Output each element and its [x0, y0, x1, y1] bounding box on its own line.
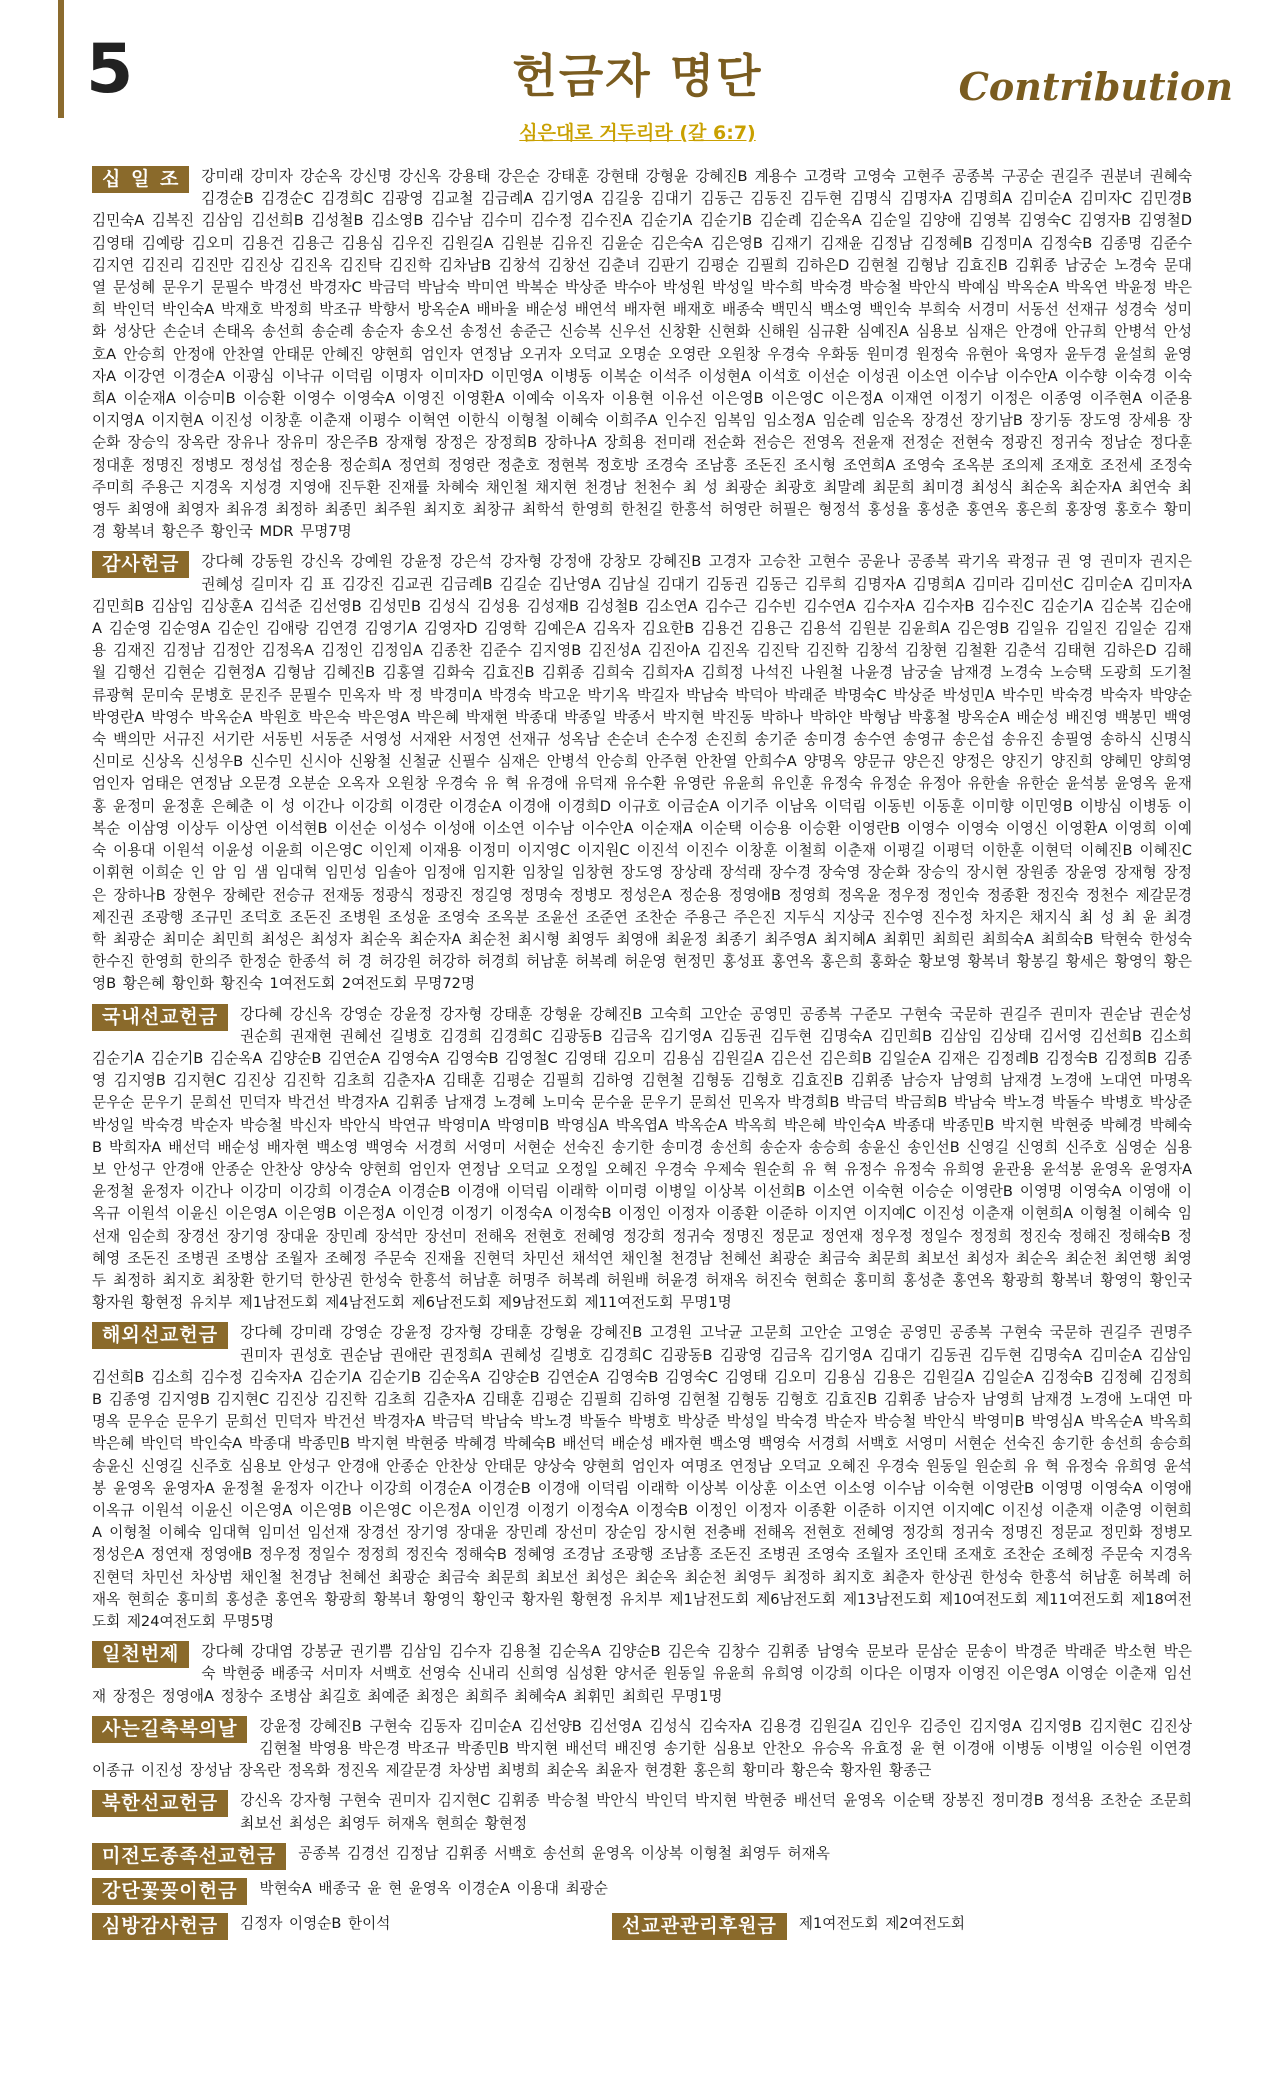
section-title: 강단꽃꽂이헌금 — [92, 1878, 247, 1905]
section-title: 해외선교헌금 — [92, 1322, 228, 1349]
name-list: 강다혜 강동원 강신옥 강예원 강윤정 강은석 강자형 강정애 강창모 강혜진B 고경자 고승찬 고현수 공윤나 공종복 곽기옥 곽정규 권 영 권미자 권지은 권혜성 길미자 김 표 김강진 김교권 김금례B 김길순 김난영A 김남실 김대기 김동권 김동근 김루희 김명자A 김명희A 김미라 김미선C 김미순A 김미자A 김민희B 김삼임 김상훈A 김석준 김선영B 김성민B 김성식 김성용 김성재B 김성철B 김소연A 김수근 김수빈 김수연A 김수자A 김수자B 김수진C 김순기A 김순복 김순애A 김순영 김순영A 김순인 김애랑 김연경 김영기A 김영자D 김영학 김예은A 김옥자 김요한B 김용건 김용근 김용석 김원분 김윤희A 김은영B 김일유 김일진 김일순 김재용 김재진 김정남 김정안 김정옥A 김정인 김정임A 김종찬 김준수 김지영B 김진성A 김진아A 김진옥 김진탁 김진학 김창석 김창현 김철환 김춘석 김태현 김하은D 김해월 김행선 김현순 김현정A 김형남 김혜진B 김홍열 김화숙 김효진B 김휘종 김희숙 김희자A 김희정 나석진 나원철 나윤경 남궁술 남재경 노경숙 노승택 도광희 도기철 류광혁 문미숙 문병호 문진주 문필수 민옥자 박 정 박경미A 박경숙 박고운 박기옥 박길자 박남숙 박덕아 박래준 박명숙C 박상준 박성민A 박수민 박숙경 박숙자 박양순 박영란A 박영수 박옥순A 박원호 박은숙 박은영A 박은혜 박재현 박종대 박종일 박종서 박지현 박진동 박하나 박하얀 박형남 박홍철 방옥순A 배순성 배진영 백봉민 백영숙 백의만 서규진 서기란 서동빈 서동준 서영성 서재완 서정연 선재규 성옥남 손순녀 손수정 손진희 송기준 송미경 송수연 송영규 송은섭 송유진 송필영 송하식 신명식 신미로 신상옥 신성우B 신수민 신시아 신왕철 신철균 신필수 심재은 안병석 안승희 안주현 안찬열 안희수A 양명옥 양문규 양은진 양정은 양진기 양진희 양혜민 양희영 엄인자 엄태은 연정남 오문경 오분순 오옥자 오원창 우경숙 유 혁 유경애 유덕재 유수환 유영란 유윤희 유인훈 유정숙 유정순 유정아 유한솔 유한순 윤석봉 윤영옥 윤재홍 윤정미 윤정훈 은혜춘 이 성 이간나 이강희 이경란 이경순A 이경애 이경희D 이규호 이금순A 이기주 이남옥 이덕림 이동빈 이동훈 이미향 이민영B 이방심 이병동 이복순 이삼영 이상두 이상연 이석현B 이선순 이성수 이성애 이소연 이수남 이수안A 이순재A 이순택 이승용 이승환 이영란B 이영수 이영숙 이영신 이영환A 이영희 이예숙 이용대 이원석 이윤성 이윤희 이은영C 이인제 이재용 이정미 이지영C 이지원C 이진석 이진수 이창훈 이철희 이춘재 이평길 이평덕 이한훈 이현덕 이혜진B 이혜진C 이휘현 이희순 인 암 임 샘 임대혁 임민성 임솔아 임정애 임지환 임창일 임창현 장도영 장상래 장석래 장수경 장숙영 장순화 장승익 장시현 장원종 장윤영 장재형 장정은 장하나B 장현우 장혜란 전승규 전재동 정광식 정광진 정길영 정명숙 정병모 정성은A 정순용 정영애B 정영희 정옥윤 정우정 정인숙 정종환 정진숙 정천수 제갈문경 제진권 조광행 조규민 조덕호 조돈진 조병원 조성윤 조영숙 조옥분 조윤선 조준연 조찬순 주용근 주은진 지두식 지상국 진수영 진수정 차지은 채지식 최 성 최 윤 최경학 최광순 최미순 최민희 최성은 최성자 최순옥 최순자A 최순천 최시형 최영두 최영애 최윤정 최종기 최주영A 최지혜A 최휘민 최희린 최희숙A 최희숙B 탁현숙 한성숙 한수진 한영희 한의주 한정순 한종석 허 경 허강원 허강하 허경희 허남훈 허복례 허운영 현정민 홍성표 홍연옥 홍은희 홍화순 황보영 황복녀 황봉길 황세은 황영익 황은영B 황은혜 황인화 황진숙 1여전도회 2여전도회 무명72명 — [92, 553, 1192, 993]
section-names — [92, 551, 1192, 995]
name-list: 강다혜 강대염 강봉균 권기쁨 김삼임 김수자 김용철 김순옥A 김양순B 김은숙 김창수 김휘종 남영숙 문보라 문삼순 문송이 박경준 박래준 박소현 박은숙 박현중 배종국 서미자 서백호 선영숙 신내리 신희영 심성환 양서준 원동일 유윤희 유희영 이강희 이다은 이명자 이영진 이은영A 이영순 이춘재 임선재 장정은 정영애A 정창수 조병삼 최길호 최예준 최정은 최희주 최혜숙A 최휘민 최희린 무명1명 — [92, 1643, 1192, 1705]
name-list: 강신옥 강자형 구현숙 권미자 김지현C 김휘종 박승철 박안식 박인덕 박지현 박현중 배선덕 윤영옥 이순택 장봉진 정미경B 정석용 조찬순 조문희 최보선 최성은 최영두 허재옥 현희순 황현정 — [240, 1792, 1192, 1832]
section-altar-flowers — [92, 1878, 1192, 1905]
name-list: 강윤정 강혜진B 구현숙 김동자 김미순A 김선양B 김선영A 김성식 김숙자A 김용경 김원길A 김인우 김증인 김지영A 김지영B 김지현C 김진상 김현철 박영용 박은경 박조규 박종민B 박지현 배선덕 배진영 송기한 심용보 안찬오 유승옥 유효정 윤 현 이경애 이병동 이병일 이승원 이연경 이종규 이진성 장성남 장옥란 정옥화 정진옥 제갈문경 차상범 최병희 최순옥 최윤자 현경환 홍은희 황미라 황은숙 황자원 황종근 — [92, 1717, 1192, 1780]
scripture-subtitle: 심은대로 거두리라 (갈 6:7) — [519, 122, 756, 144]
section-title: 사는길축복의날 — [92, 1716, 247, 1743]
section-names — [92, 1790, 1192, 1834]
section-title: 일천번제 — [92, 1641, 189, 1668]
section-blessing-day — [92, 1716, 1192, 1783]
section-visitation-thanks — [92, 1913, 612, 1940]
name-list: 박현숙A 배종국 윤 현 윤영옥 이경순A 이용대 최광순 — [259, 1879, 608, 1897]
donor-list — [92, 166, 1192, 1943]
section-names — [92, 1878, 1192, 1905]
section-title: 북한선교헌금 — [92, 1790, 228, 1817]
name-list: 제1여전도회 제2여전도회 — [798, 1914, 966, 1932]
section-tithe — [92, 166, 1192, 543]
section-title: 국내선교헌금 — [92, 1004, 228, 1031]
section-unreached-people — [92, 1843, 1192, 1870]
section-thanksgiving — [92, 551, 1192, 995]
section-names — [92, 1843, 1192, 1870]
section-names — [92, 1641, 1192, 1708]
section-overseas-mission — [92, 1322, 1192, 1633]
name-list: 김정자 이영순B 한이석 — [240, 1914, 391, 1932]
section-title: 십 일 조 — [92, 166, 189, 193]
section-title: 미전도종족선교헌금 — [92, 1843, 286, 1870]
section-thousand-offering — [92, 1641, 1192, 1708]
page-title-english: Contribution — [958, 64, 1233, 109]
page-title: 헌금자 명단 — [512, 49, 763, 103]
name-list: 강다혜 강신옥 강영순 강윤정 강자형 강태훈 강형윤 강혜진B 고숙희 고안순 공영민 공종복 구준모 구현숙 국문하 권길주 권미자 권순남 권순성 권순희 권재현 권혜선 길병호 김경희 김경희C 김광동B 김금옥 김기영A 김동권 김두현 김명숙A 김민희B 김삼임 김상태 김서영 김선희B 김소희 김순기A 김순기B 김순옥A 김양순B 김연순A 김영숙A 김영숙B 김영철C 김영태 김오미 김용심 김원길A 김은선 김은희B 김일순A 김재은 김정례B 김정숙B 김정희B 김종영 김지영B 김지현C 김진상 김진학 김초희 김춘자A 김태훈 김평순 김필희 김하영 김현철 김형동 김형호 김효진B 김휘종 남승자 남영희 남재경 노경애 노대연 마명옥 문우순 문우기 문희선 민덕자 박건선 박경자A 김휘종 남재경 노경혜 노미숙 문수윤 문우기 문희선 민옥자 박경희B 박금덕 박금희B 박남숙 박노경 박돌수 박병호 박상준 박성일 박숙경 박순자 박승철 박신자 박안식 박연규 박영미A 박영미B 박영심A 박옥엽A 박옥순A 박옥희 박은혜 박인숙A 박종대 박종민B 박지현 박현중 박혜경 박혜숙B 박희자A 배선덕 배순성 배자현 백소영 백영숙 서경희 서영미 서현순 선숙진 송기한 송미경 송선희 송순자 송승희 송윤신 송인선B 신영길 신영희 신주호 심영순 심용보 안성구 안경애 안종순 안찬상 양상숙 양현희 엄인자 연정남 오덕교 오정일 오혜진 우경숙 우제숙 원순희 유 혁 유정수 유정숙 유희영 윤관용 윤석봉 윤영옥 윤영자A 윤정철 윤정자 이간나 이강미 이강희 이경순A 이경순B 이경애 이덕림 이래학 이미령 이병일 이상복 이선희B 이소연 이숙현 이승순 이영란B 이영명 이영숙A 이영애 이옥규 이원석 이윤신 이은영A 이은영B 이은정A 이인경 이정기 이정숙A 이정숙B 이정인 이정자 이종환 이준하 이지연 이지예C 이진성 이춘재 이현희A 이형철 이혜숙 임선재 임순희 장경선 장기영 장대윤 장민례 장석만 장선미 전해옥 전현호 전혜영 정강희 정귀숙 정명진 정문교 정연재 정우정 정일수 정정희 정진숙 정해진 정해숙B 정혜영 조돈진 조병권 조병삼 조월자 조혜정 주문숙 진재율 진현덕 차민선 채석연 채인철 천경남 천혜선 최광순 최금숙 최문희 최보선 최성자 최순옥 최순천 최연행 최영두 최정하 최지호 최창환 한기덕 한상권 한성숙 한흥석 허남훈 허명주 허복례 허원배 허윤경 허재옥 허진숙 현희순 홍미희 홍성춘 홍연옥 황광희 황복녀 황영익 황인국 황자원 황현정 유치부 제1남전도회 제4남전도회 제6남전도회 제9남전도회 제11여전도회 무명1명 — [92, 1005, 1192, 1312]
section-domestic-mission — [92, 1004, 1192, 1315]
section-names — [92, 166, 1192, 543]
section-mission-house-support — [612, 1913, 1192, 1940]
name-list: 강다혜 강미래 강영순 강윤정 강자형 강태훈 강형윤 강혜진B 고경원 고낙균 고문희 고안순 고영순 공영민 공종복 구현숙 국문하 권길주 권명주 권미자 권성호 권순남 권애란 권정희A 권혜성 길병호 김경희C 김광동B 김광영 김금옥 김기영A 김대기 김동권 김두현 김명숙A 김미순A 김삼임 김선희B 김소희 김수정 김숙자A 김순기A 김순기B 김순옥A 김양순B 김연순A 김영숙B 김영숙C 김영태 김오미 김용심 김용은 김원길A 김일순A 김정숙B 김정혜 김정희B 김종영 김지영B 김지현C 김진상 김진학 김초희 김춘자A 김태훈 김평순 김필희 김하영 김현철 김형동 김형호 김효진B 김휘종 남승자 남영희 남재경 노경애 노대연 마명옥 문우순 문우기 문희선 민덕자 박건선 박경자A 박금덕 박남숙 박노경 박돌수 박병호 박상준 박성일 박숙경 박순자 박승철 박안식 박영미B 박영심A 박옥순A 박옥희 박은혜 박인덕 박인숙A 박종대 박종민B 박지현 박현중 박혜경 박혜숙B 배선덕 배순성 배자현 백소영 백영숙 서경희 서백호 서영미 서현순 선숙진 송기한 송선희 송승희 송윤신 신영길 신주호 심용보 안성구 안경애 안종순 안찬상 안태문 양상숙 양현희 엄인자 여명조 연정남 오덕교 오혜진 우경숙 원동일 원순희 유 혁 유정숙 유희영 윤석봉 윤영옥 윤영자A 윤정철 윤정자 이간나 이강희 이경순A 이경순B 이경애 이덕림 이래학 이상복 이상훈 이소연 이소영 이수남 이숙현 이영란B 이영명 이영숙A 이영애 이옥규 이원석 이윤신 이은영A 이은영B 이은영C 이은정A 이인경 이정기 이정숙A 이정숙B 이정인 이정자 이종환 이준하 이지연 이지예C 이진성 이춘재 이춘영 이현희A 이형철 이혜숙 임대혁 임미선 임선재 장경선 장기영 장대윤 장민례 장선미 장순임 장시현 전충배 전해옥 전현호 전혜영 정강희 정귀숙 정명진 정문교 정민화 정병모 정성은A 정연재 정영애B 정우정 정일수 정정희 정진숙 정해숙B 정혜영 조경남 조광행 조남흥 조돈진 조병권 조영숙 조월자 조인태 조재호 조찬순 조혜정 주문숙 지경옥 진현덕 차민선 차상범 채인철 천경남 천혜선 최광순 최금숙 최문희 최보선 최성은 최순옥 최순천 최영두 최정하 최지호 최춘자 한상권 한성숙 한흥석 허남훈 허복례 허재옥 현희순 홍미희 홍성춘 홍연옥 황광희 황복녀 황영익 황인국 황자원 황현정 유치부 제1남전도회 제6남전도회 제13남전도회 제10여전도회 제11여전도회 제18여전도회 제24여전도회 무명5명 — [92, 1324, 1192, 1630]
section-north-korea-mission — [92, 1790, 1192, 1834]
section-names — [92, 1322, 1192, 1633]
section-names — [92, 1004, 1192, 1315]
section-names — [92, 1716, 1192, 1783]
name-list: 강미래 강미자 강순옥 강신명 강신옥 강용태 강은순 강태훈 강현태 강형윤 강혜진B 계용수 고경락 고영숙 고현주 공종복 구공순 권길주 권분녀 권혜숙 김경순B 김경순C 김경희C 김광영 김교철 김금례A 김기영A 김길웅 김대기 김동근 김동진 김두현 김명식 김명자A 김명희A 김미순A 김미자C 김민경B 김민숙A 김복진 김삼임 김선희B 김성철B 김소영B 김수남 김수미 김수정 김수진A 김순기A 김순기B 김순례 김순옥A 김순일 김양애 김영복 김영숙C 김영자B 김영철D 김영태 김예랑 김오미 김용건 김용근 김용심 김우진 김원길A 김원분 김유진 김윤순 김은숙A 김은영B 김재기 김재윤 김정남 김정혜B 김정미A 김정숙B 김종명 김준수 김지연 김진리 김진만 김진상 김진옥 김진탁 김진학 김차남B 김창석 김창선 김춘녀 김판기 김평순 김필희 김하은D 김현철 김형남 김효진B 김휘종 남궁순 노경숙 문대열 문성혜 문우기 문필수 박경선 박경자C 박금덕 박남숙 박미연 박복순 박상준 박수아 박성원 박성일 박수희 박숙경 박승철 박안식 박예심 박옥순A 박옥연 박윤정 박은희 박인덕 박인숙A 박재호 박정희 박조규 박향서 방옥순A 배바울 배순성 배연석 배자현 배재호 배종숙 백민식 백소영 백인숙 부희숙 서경미 서동선 선재규 성경숙 성미화 성상단 손순녀 손태옥 송선희 송순례 송순자 송오선 송정선 송준근 신승복 신우선 신창환 신현화 신해원 심규환 심예진A 심용보 심재은 안경애 안규희 안병석 안성호A 안승희 안정애 안찬열 안태문 안혜진 양현희 엄인자 연정남 오귀자 오덕교 오명순 오영란 오원창 우경숙 우화동 원미경 원정숙 유현아 육영자 윤두경 윤설희 윤영자A 이강연 이경순A 이광심 이낙규 이덕림 이명자 이미자D 이민영A 이병동 이복순 이석주 이성현A 이석호 이선순 이성권 이소연 이수남 이수안A 이수향 이숙경 이숙희A 이순재A 이승미B 이승환 이영수 이영숙A 이영진 이영환A 이예숙 이옥자 이용현 이유선 이은영B 이은영C 이은정A 이재연 이정기 이정은 이종영 이주현A 이준용 이지영A 이지현A 이진성 이창훈 이춘재 이평수 이혁연 이한식 이형철 이혜숙 이희주A 인수진 임복임 임소정A 임순례 임순옥 장경선 장기남B 장기동 장도영 장세용 장순화 장승익 장옥란 장유나 장유미 장은주B 장재형 장정은 장정희B 장하나A 장희용 전미래 전순화 전승은 전영옥 전윤재 전정순 전현숙 정광진 정귀숙 정남순 정다훈 정대훈 정명진 정병모 정성섭 정순용 정순희A 정연희 정영란 정춘호 정현복 정호방 조경숙 조남흥 조돈진 조시형 조연희A 조영숙 조옥분 조의제 조재호 조전세 조정숙 주미희 주용근 지경옥 지성경 지영애 진두환 진재률 차혜숙 채인철 채지현 천경남 천천수 최 성 최광순 최광호 최말례 최문희 최미경 최성식 최순옥 최순자A 최연숙 최영두 최영애 최영자 최유경 최정하 최종민 최주원 최지호 최창규 최학석 한영희 한천길 한흥석 허영란 허필은 형정석 홍성율 홍성춘 홍연옥 홍은희 홍장영 홍호수 황미경 황복녀 황은주 황인국 MDR 무명7명 — [92, 168, 1192, 541]
section-title: 선교관관리후원금 — [612, 1913, 787, 1940]
page-number: 5 — [86, 30, 132, 109]
section-title: 감사헌금 — [92, 551, 189, 578]
name-list: 공종복 김경선 김정남 김휘종 서백호 송선희 윤영옥 이상복 이형철 최영두 허재옥 — [298, 1844, 830, 1862]
section-title: 심방감사헌금 — [92, 1913, 228, 1940]
bottom-sections — [92, 1913, 1192, 1943]
